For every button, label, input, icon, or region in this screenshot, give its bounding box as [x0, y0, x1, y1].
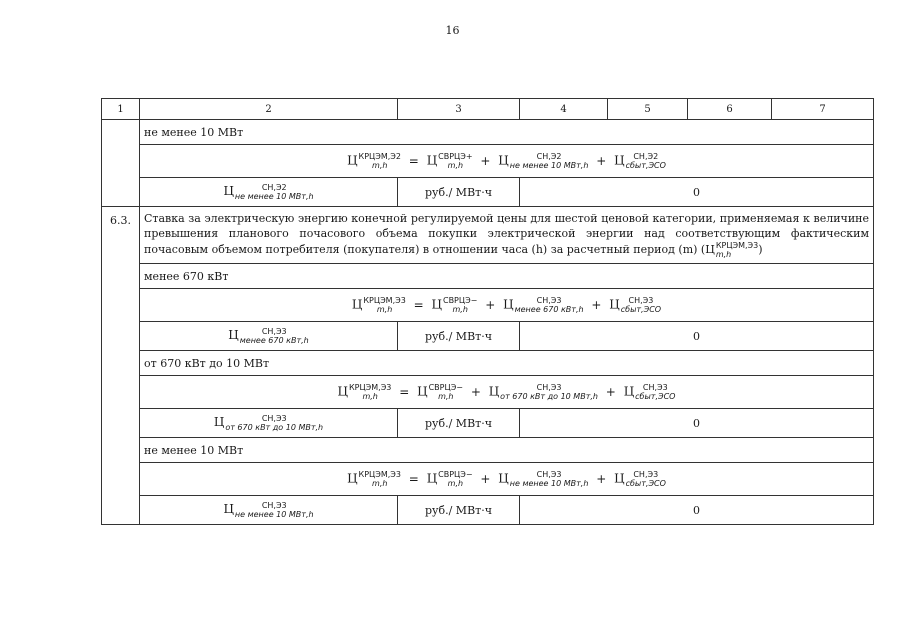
section-number-cell [102, 120, 140, 207]
formula-cell [140, 376, 874, 409]
rate-symbol: Ц СН,Э3 от 670 кВт до 10 МВт,h [213, 414, 324, 432]
equals-sign: = [408, 471, 419, 486]
formula-term: Ц СВРЦЭ− m,h [426, 470, 473, 488]
value-cell: 0 [520, 409, 874, 438]
rate-symbol-cell [140, 496, 398, 525]
formula-lhs: Ц КРЦЭМ,Э2 m,h [347, 152, 401, 170]
formula-cell [140, 289, 874, 322]
unit-cell: руб./ МВт·ч [398, 322, 520, 351]
table-row [102, 178, 874, 207]
formula-term: Ц СВРЦЭ− m,h [431, 296, 478, 314]
rate-symbol: Ц СН,Э2 не менее 10 МВт,h [223, 183, 314, 201]
table-row [102, 289, 874, 322]
header-col-6: 6 [688, 99, 772, 120]
header-col-7: 7 [772, 99, 874, 120]
value-cell: 0 [520, 178, 874, 207]
rate-symbol-cell [140, 322, 398, 351]
table-row [102, 496, 874, 525]
header-col-1: 1 [102, 99, 140, 120]
formula-term: Ц СН,Э2 сбыт,ЭСО [614, 152, 666, 170]
rate-symbol-cell [140, 178, 398, 207]
table-row [102, 463, 874, 496]
unit-cell: руб./ МВт·ч [398, 409, 520, 438]
formula-term: Ц СН,Э2 не менее 10 МВт,h [498, 152, 589, 170]
unit-cell: руб./ МВт·ч [398, 178, 520, 207]
table-row [102, 120, 874, 145]
table-row [102, 438, 874, 463]
equals-sign: = [399, 384, 410, 399]
table-row [102, 145, 874, 178]
formula [347, 472, 666, 486]
section-number: 6.3. [102, 207, 140, 525]
equals-sign: = [408, 153, 419, 168]
formula-cell [140, 145, 874, 178]
tariff-table [101, 98, 874, 525]
formula-term: Ц СН,Э3 сбыт,ЭСО [609, 296, 662, 314]
formula-term: Ц СН,Э3 сбыт,ЭСО [614, 470, 666, 488]
formula [352, 298, 661, 312]
plus-sign: + [480, 153, 491, 168]
equals-sign: = [413, 297, 424, 312]
formula-term: Ц СН,Э3 от 670 кВт до 10 МВт,h [488, 383, 598, 401]
group-label: менее 670 кВт [140, 264, 874, 289]
group-label: не менее 10 МВт [140, 120, 874, 145]
plus-sign: + [485, 297, 496, 312]
formula-cell [140, 463, 874, 496]
unit-cell: руб./ МВт·ч [398, 496, 520, 525]
formula-term: Ц СН,Э3 сбыт,ЭСО [623, 383, 676, 401]
plus-sign: + [591, 297, 602, 312]
plus-sign: + [470, 384, 481, 399]
plus-sign: + [605, 384, 616, 399]
rate-symbol-cell [140, 409, 398, 438]
formula-lhs: Ц КРЦЭМ,Э3 m,h [337, 383, 392, 401]
table-header-row [102, 99, 874, 120]
group-label: от 670 кВт до 10 МВт [140, 351, 874, 376]
value-cell: 0 [520, 496, 874, 525]
plus-sign: + [480, 471, 491, 486]
formula-term: Ц СН,Э3 менее 670 кВт,h [503, 296, 584, 314]
table-row [102, 207, 874, 264]
table-row [102, 264, 874, 289]
table-row [102, 376, 874, 409]
formula-term: Ц СН,Э3 не менее 10 МВт,h [498, 470, 589, 488]
page-number: 16 [445, 24, 460, 37]
header-col-5: 5 [608, 99, 688, 120]
table-row [102, 351, 874, 376]
value-cell: 0 [520, 322, 874, 351]
table-row [102, 409, 874, 438]
rate-symbol: Ц СН,Э3 менее 670 кВт,h [228, 327, 309, 345]
formula [338, 385, 676, 399]
plus-sign: + [596, 153, 607, 168]
formula-term: Ц СВРЦЭ− m,h [417, 383, 463, 401]
header-col-2: 2 [140, 99, 398, 120]
formula-lhs: Ц КРЦЭМ,Э3 m,h [347, 470, 401, 488]
formula-term: Ц СВРЦЭ+ m,h [426, 152, 473, 170]
plus-sign: + [596, 471, 607, 486]
header-col-4: 4 [520, 99, 608, 120]
formula [347, 154, 666, 168]
section-description: Ставка за электрическую энергию конечной регулируемой цены для шестой ценовой категории, применяемая к величине превышения планового почасового объема покупки электрической энергии над соответствующим фактическим почасовым объемом потребителя (покупателя) в отношении часа (h) за расчетный период (m) (Ц КРЦЭМ,Э3 m,h ) [140, 207, 874, 264]
rate-symbol: Ц СН,Э3 не менее 10 МВт,h [223, 501, 314, 519]
header-col-3: 3 [398, 99, 520, 120]
group-label: не менее 10 МВт [140, 438, 874, 463]
description-symbol: Ц КРЦЭМ,Э3 m,h [705, 241, 759, 259]
formula-lhs: Ц КРЦЭМ,Э3 m,h [351, 296, 406, 314]
table-row [102, 322, 874, 351]
